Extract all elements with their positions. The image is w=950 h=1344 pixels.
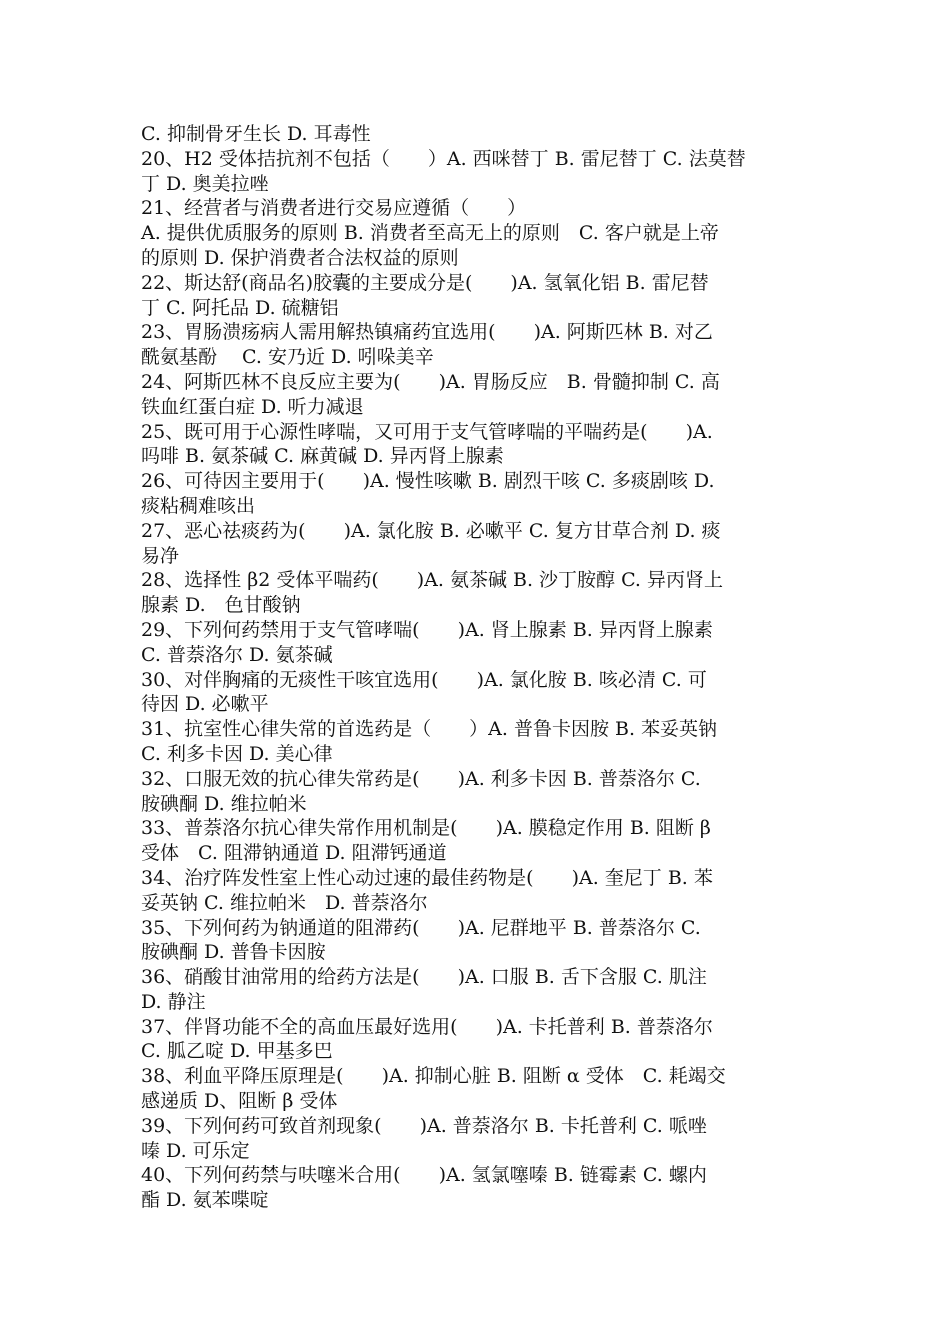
text-line: 丁 C. 阿托品 D. 硫糖铝 <box>141 296 339 319</box>
text-line: 36、硝酸甘油常用的给药方法是( )A. 口服 B. 舌下含服 C. 肌注 <box>141 966 707 989</box>
text-line: 28、选择性 β2 受体平喘药( )A. 氨茶碱 B. 沙丁胺醇 C. 异丙肾上 <box>141 569 724 592</box>
text-line: 33、普萘洛尔抗心律失常作用机制是( )A. 膜稳定作用 B. 阻断 β <box>141 817 711 840</box>
text-line: C. 利多卡因 D. 美心律 <box>141 742 333 765</box>
text-line: 38、利血平降压原理是( )A. 抑制心脏 B. 阻断 α 受体 C. 耗竭交 <box>141 1065 726 1088</box>
text-line: 29、下列何药禁用于支气管哮喘( )A. 肾上腺素 B. 异丙肾上腺素 <box>141 618 713 641</box>
text-line: 酯 D. 氨苯喋啶 <box>141 1189 269 1212</box>
text-line: C. 普萘洛尔 D. 氨茶碱 <box>141 643 333 666</box>
text-line: 的原则 D. 保护消费者合法权益的原则 <box>141 246 459 269</box>
text-line: 痰粘稠难咳出 <box>141 494 256 517</box>
text-line: 40、下列何药禁与呋噻米合用( )A. 氢氯噻嗪 B. 链霉素 C. 螺内 <box>141 1164 707 1187</box>
text-line: 32、口服无效的抗心律失常药是( )A. 利多卡因 B. 普萘洛尔 C. <box>141 767 701 790</box>
text-line: 妥英钠 C. 维拉帕米 D. 普萘洛尔 <box>141 891 428 914</box>
text-line: 39、下列何药可致首剂现象( )A. 普萘洛尔 B. 卡托普利 C. 哌唑 <box>141 1114 707 1137</box>
text-line: 铁血红蛋白症 D. 听力减退 <box>141 395 364 418</box>
text-line: 34、治疗阵发性室上性心动过速的最佳药物是( )A. 奎尼丁 B. 苯 <box>141 866 713 889</box>
text-line: 35、下列何药为钠通道的阻滞药( )A. 尼群地平 B. 普萘洛尔 C. <box>141 916 701 939</box>
document-body <box>141 122 816 1213</box>
text-line: 腺素 D. 色甘酸钠 <box>141 594 301 617</box>
text-line: 24、阿斯匹林不良反应主要为( )A. 胃肠反应 B. 骨髓抑制 C. 高 <box>141 370 720 393</box>
text-line: 易净 <box>141 544 180 567</box>
text-line: 感递质 D、阻断 β 受体 <box>141 1090 338 1113</box>
text-line: 31、抗室性心律失常的首选药是（ ）A. 普鲁卡因胺 B. 苯妥英钠 <box>141 718 718 741</box>
text-line: 胺碘酮 D. 维拉帕米 <box>141 792 307 815</box>
text-line: 胺碘酮 D. 普鲁卡因胺 <box>141 941 326 964</box>
text-line: 21、经营者与消费者进行交易应遵循（ ） <box>141 197 527 220</box>
text-line: 30、对伴胸痛的无痰性干咳宜选用( )A. 氯化胺 B. 咳必清 C. 可 <box>141 668 707 691</box>
text-line: C. 胍乙啶 D. 甲基多巴 <box>141 1040 333 1063</box>
text-line: 25、既可用于心源性哮喘，又可用于支气管哮喘的平喘药是( )A. <box>141 420 713 443</box>
text-line: 23、胃肠溃疡病人需用解热镇痛药宜选用( )A. 阿斯匹林 B. 对乙 <box>141 321 713 344</box>
text-line: 受体 C. 阻滞钠通道 D. 阻滞钙通道 <box>141 842 447 865</box>
text-line: 酰氨基酚 C. 安乃近 D. 吲哚美辛 <box>141 346 434 369</box>
text-line: 22、斯达舒(商品名)胶囊的主要成分是( )A. 氢氧化铝 B. 雷尼替 <box>141 271 709 294</box>
text-line: 丁 D. 奥美拉唑 <box>141 172 269 195</box>
text-line: 37、伴肾功能不全的高血压最好选用( )A. 卡托普利 B. 普萘洛尔 <box>141 1015 713 1038</box>
text-line: 26、可待因主要用于( )A. 慢性咳嗽 B. 剧烈干咳 C. 多痰剧咳 D. <box>141 470 715 493</box>
text-line: D. 静注 <box>141 990 206 1013</box>
text-line: 27、恶心祛痰药为( )A. 氯化胺 B. 必嗽平 C. 复方甘草合剂 D. 痰 <box>141 519 721 542</box>
text-line: 20、H2 受体拮抗剂不包括（ ）A. 西咪替丁 B. 雷尼替丁 C. 法莫替 <box>141 147 746 170</box>
text-line: 待因 D. 必嗽平 <box>141 693 269 716</box>
text-line: 嗪 D. 可乐定 <box>141 1139 250 1162</box>
text-line: A. 提供优质服务的原则 B. 消费者至高无上的原则 C. 客户就是上帝 <box>141 222 719 245</box>
text-line: C. 抑制骨牙生长 D. 耳毒性 <box>141 123 371 145</box>
text-line: 吗啡 B. 氨茶碱 C. 麻黄碱 D. 异丙肾上腺素 <box>141 445 504 468</box>
